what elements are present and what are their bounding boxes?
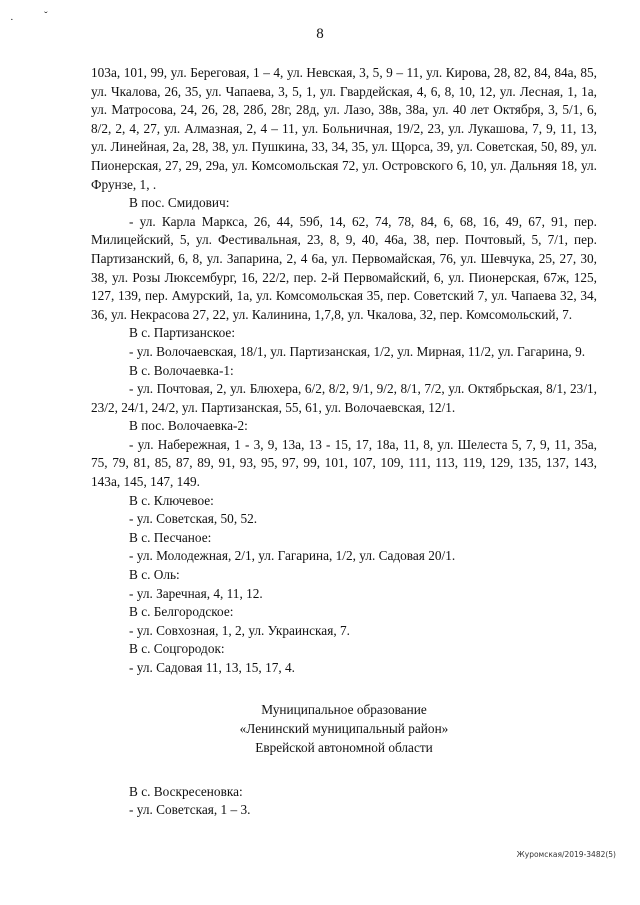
corner-mark: · xyxy=(10,14,14,26)
address-paragraph: - ул. Набережная, 1 - 3, 9, 13а, 13 - 15, 17, 18а, 11, 8, ул. Шелеста 5, 7, 9, 11, 35а, 75, 79, 81, 85, 87, 89, 91, 93, 95, 97, 99, 101, 107, 109, 111, 113, 119, 129, 135, 137, 143, 143а, 145, 147, 149. xyxy=(91,436,597,490)
address-paragraph: - ул. Почтовая, 2, ул. Блюхера, 6/2, 8/2, 9/1, 9/2, 8/1, 7/2, ул. Октябрьская, 8/1, 23/1, 23/2, 24/1, 24/2, ул. Партизанская, 55, 61, ул. Волочаевская, 12/1. xyxy=(91,381,597,415)
page-number: 8 xyxy=(316,26,324,42)
address-paragraph: - ул. Заречная, 4, 11, 12. xyxy=(129,585,263,601)
address-paragraph: - ул. Карла Маркса, 26, 44, 59б, 14, 62, 74, 78, 84, 6, 68, 16, 49, 67, 91, пер. Милицейский, 5, ул. Фестивальная, 23, 8, 9, 40, 46а, 38, пер. Почтовый, 5, 7/1, пер. Партизанский, 6, 8, ул. Запарина, 2, 4 6а, ул. Первомайская, 76, ул. Шевчука, 25, 27, 30, 38, ул. Розы Люксембург, 16, 22/2, пер. 2-й Первомайский, 6, ул. Пионерская, 67ж, 125, 127, 139, пер. Амурский, 1а, ул. Комсомольская 35, пер. Советский 7, ул. Чапаева 32, 34, 36, ул. Некрасова 27, 22, ул. Калинина, 1,7,8, ул. Чкалова, 32, пер. Комсомольский, 7. xyxy=(91,213,597,322)
document-body xyxy=(91,64,597,820)
heading-line: Еврейской автономной области xyxy=(255,739,433,755)
locality-heading: В пос. Волочаевка-2: xyxy=(129,418,248,434)
locality-heading: В с. Соцгородок: xyxy=(129,641,225,657)
address-list xyxy=(91,64,597,678)
address-paragraph: - ул. Советская, 50, 52. xyxy=(129,511,258,527)
address-paragraph: - ул. Молодежная, 2/1, ул. Гагарина, 1/2, ул. Садовая 20/1. xyxy=(129,548,456,564)
address-paragraph: 103а, 101, 99, ул. Береговая, 1 – 4, ул. Невская, 3, 5, 9 – 11, ул. Кирова, 28, 82, 84, 84а, 85, ул. Чкалова, 26, 35, ул. Чапаева, 3, 5, 1, ул. Гвардейская, 4, 6, 8, 10, 12, ул. Лесная, 1, 1а, ул. Матросова, 24, 26, 28, 28б, 28г, 28д, ул. Лазо, 38в, 38а, ул. 40 лет Октября, 3, 5/1, 6, 8/2, 2, 4, 27, ул. Алмазная, 2, 4 – 11, ул. Больничная, 19/2, 23, ул. Лукашова, 7, 9, 11, 13, ул. Линейная, 2а, 28, 38, ул. Пушкина, 33, 34, 35, ул. Щорса, 39, ул. Советская, 50, 89, ул. Пионерская, 27, 29, 29а, ул. Комсомольская 72, ул. Островского 6, 10, ул. Дальняя 18, ул. Фрунзе, 1, . xyxy=(91,65,597,192)
locality-heading: В с. Партизанское: xyxy=(129,325,236,341)
locality-heading: В с. Воскресеновка: xyxy=(129,783,243,799)
address-paragraph: - ул. Волочаевская, 18/1, ул. Партизанская, 1/2, ул. Мирная, 11/2, ул. Гагарина, 9. xyxy=(129,343,586,359)
locality-heading: В с. Оль: xyxy=(129,567,180,583)
address-list xyxy=(91,783,597,820)
address-paragraph: - ул. Садовая 11, 13, 15, 17, 4. xyxy=(129,660,295,675)
document-stamp: Журомская/2019-3482(5) xyxy=(516,850,616,859)
heading-line: «Ленинский муниципальный район» xyxy=(239,720,449,736)
corner-mark: ˇ xyxy=(44,10,48,22)
locality-heading: В с. Волочаевка-1: xyxy=(129,362,234,378)
locality-heading: В с. Ключевое: xyxy=(129,492,214,508)
address-paragraph: - ул. Советская, 1 – 3. xyxy=(129,802,251,818)
municipality-heading xyxy=(91,700,597,757)
address-paragraph: - ул. Совхозная, 1, 2, ул. Украинская, 7. xyxy=(129,622,350,638)
locality-heading: В с. Песчаное: xyxy=(129,529,212,545)
locality-heading: В пос. Смидович: xyxy=(129,195,230,211)
locality-heading: В с. Белгородское: xyxy=(129,604,234,620)
heading-line: Муниципальное образование xyxy=(261,701,427,717)
